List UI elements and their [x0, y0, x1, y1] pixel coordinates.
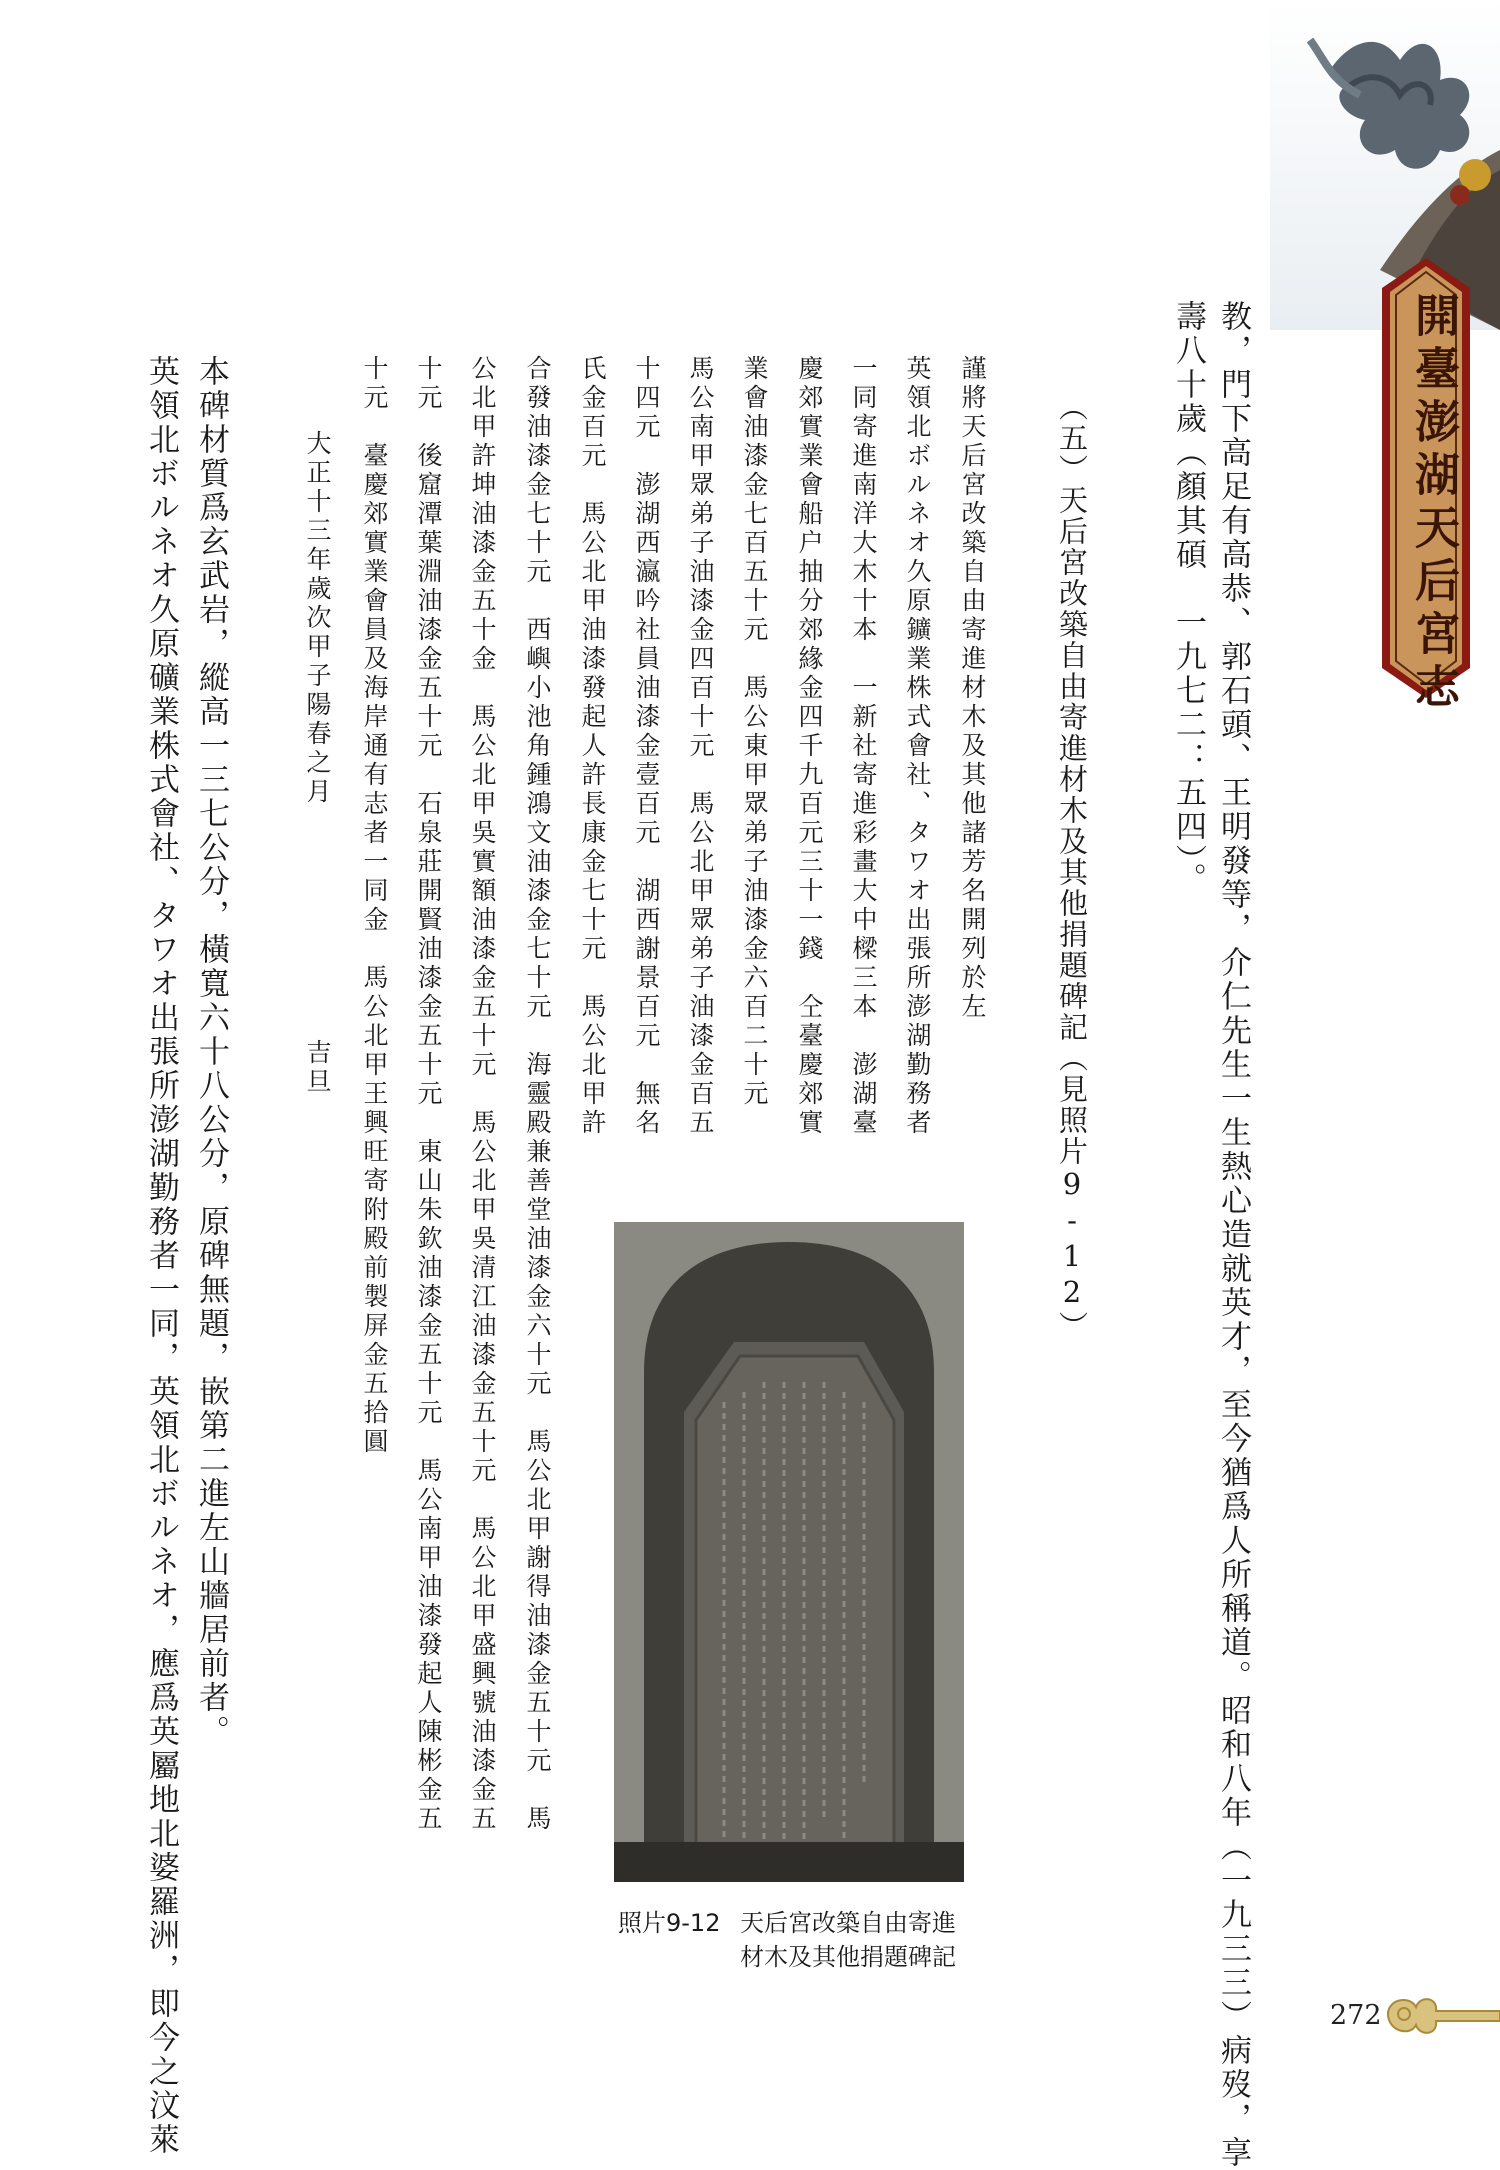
inscription-line: 公北甲許坤油漆金五十金 馬公北甲吳實額油漆金五十元 馬公北甲吳清江油漆金五十元 馬公北甲盛興號油漆金五	[468, 355, 497, 1834]
paragraph-line: 壽八十歲（顏其碩 一九七二：五四）。	[1170, 300, 1206, 897]
inscription-line: 十四元 澎湖西瀛吟社員油漆金壹百元 湖西謝景百元 無名	[632, 355, 661, 1138]
photo-caption-line: 材木及其他捐題碑記	[740, 1943, 956, 1971]
photo-caption-line: 天后宮改築自由寄進	[740, 1909, 956, 1937]
inscription-line: 合發油漆金七十元 西嶼小池角鍾鴻文油漆金七十元 海靈殿兼善堂油漆金六十元 馬公北甲謝得油漆金五十元 馬	[523, 355, 552, 1834]
stele-photo	[614, 1222, 964, 1882]
inscription-line: 十元 臺慶郊實業會員及海岸通有志者一同金 馬公北甲王興旺寄附殿前製屏金五拾圓	[360, 355, 389, 1457]
photo-caption-label: 照片9-12	[618, 1909, 721, 1937]
inscription-line: 慶郊實業會船户抽分郊緣金四千九百元三十一錢 仝臺慶郊實	[795, 355, 824, 1138]
inscription-line: 馬公南甲眾弟子油漆金四百十元 馬公北甲眾弟子油漆金百五	[686, 355, 715, 1138]
inscription-line: 業會油漆金七百五十元 馬公東甲眾弟子油漆金六百二十元	[740, 355, 769, 1109]
commentary-line: 本碑材質爲玄武岩，縱高一三七公分，橫寬六十八公分，原碑無題，嵌第二進左山牆居前者。	[193, 355, 229, 1749]
section-heading: （五）天后宮改築自由寄進材木及其他捐題碑記（見照片9-12）	[1055, 392, 1089, 1342]
inscription-line: 十元 後窟潭葉淵油漆金五十元 石泉莊開賢油漆金五十元 東山朱欽油漆金五十元 馬公南甲油漆發起人陳彬金五	[414, 355, 443, 1834]
inscription-line: 一同寄進南洋大木十本 一新社寄進彩畫大中樑三本 澎湖臺	[849, 355, 878, 1138]
book-title: 開臺澎湖天后宮志	[1407, 292, 1460, 716]
commentary-line: 英領北ボルネオ久原礦業株式會社、タワオ出張所澎湖勤務者一同，英領北ボルネオ，應爲英屬地北婆羅洲，即今之汶萊	[143, 355, 179, 2157]
cloud-ornament-icon	[1380, 1985, 1500, 2043]
inscription-line: 謹將天后宮改築自由寄進材木及其他諸芳名開列於左	[958, 355, 987, 1022]
inscription-date: 大正十三年歲次甲子陽春之月 吉旦	[303, 430, 332, 1097]
inscription-line: 氏金百元 馬公北甲油漆發起人許長康金七十元 馬公北甲許	[578, 355, 607, 1138]
paragraph-line: 教，門下高足有高恭、郭石頭、王明發等，介仁先生一生熱心造就英才，至今猶爲人所稱道。昭和八年（一九三三）病歿，享	[1215, 300, 1251, 2170]
page-number: 272	[1330, 2000, 1382, 2031]
inscription-line: 英領北ボルネオ久原鑛業株式會社、タワオ出張所澎湖勤務者	[903, 355, 932, 1138]
